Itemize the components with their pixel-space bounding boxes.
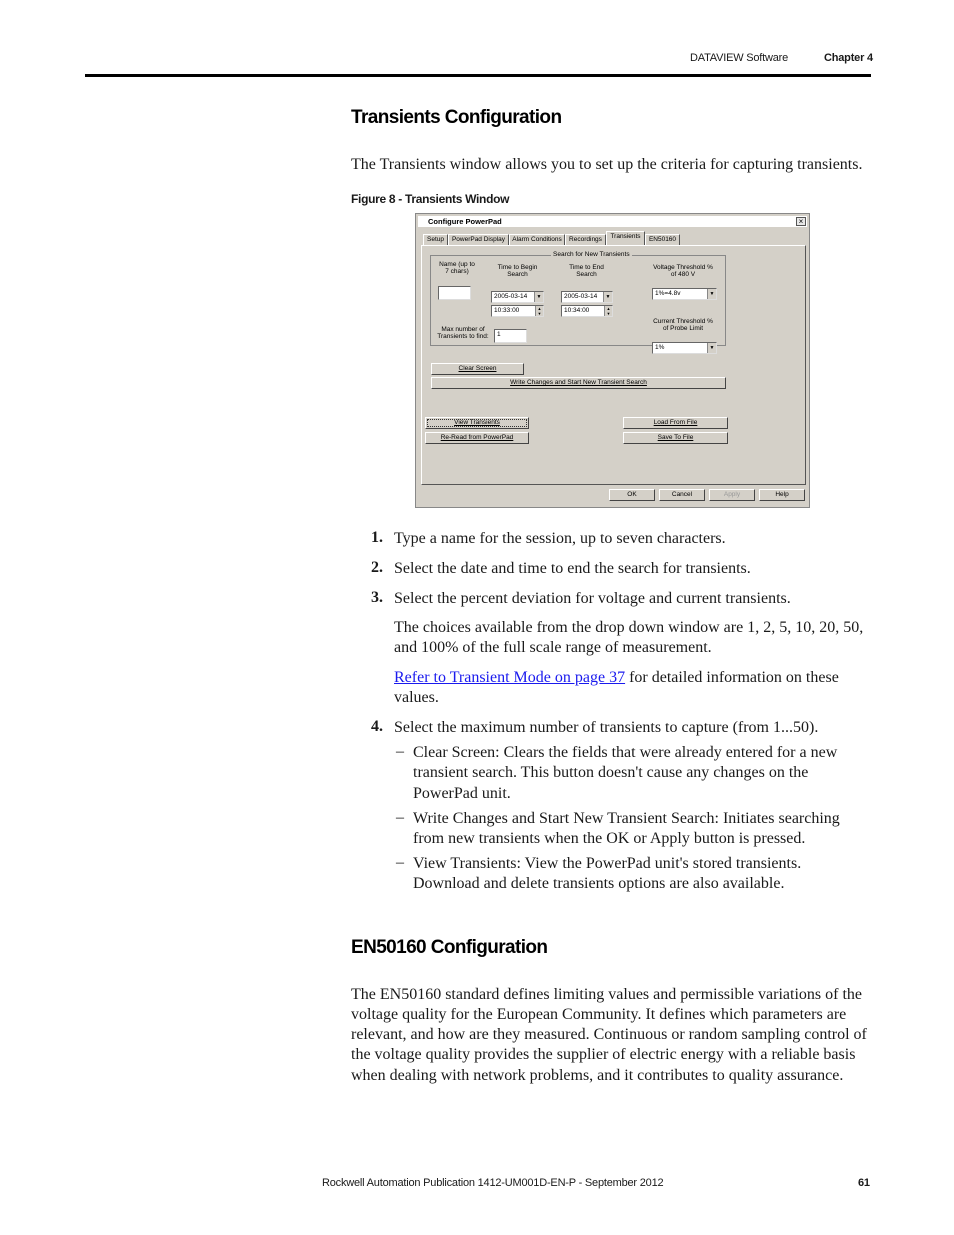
en50160-line: the voltage quality provides the supplier of electric energy with a reliable basis (351, 1046, 856, 1063)
step-3-choices-line-2: and 100% of the full scale range of measurement. (394, 639, 712, 656)
dialog-title: Configure PowerPad (428, 217, 502, 226)
cross-reference-continued: values. (394, 689, 439, 706)
write-changes-button[interactable]: Write Changes and Start New Transient Search (431, 377, 726, 389)
tab-alarm-conditions[interactable]: Alarm Conditions (509, 234, 565, 245)
bullet-line: View Transients: View the PowerPad unit's stored transients. (413, 855, 802, 872)
tab-recordings[interactable]: Recordings (565, 234, 606, 245)
begin-time-label: Time to Begin Search (497, 264, 538, 278)
load-from-file-button[interactable]: Load From File (623, 417, 728, 429)
footer-publication: Rockwell Automation Publication 1412-UM001D-EN-P - September 2012 (322, 1177, 664, 1189)
chevron-down-icon[interactable]: ▼ (707, 289, 716, 299)
bullet-line: from new transients when the OK or Apply button is pressed. (413, 830, 806, 847)
save-to-file-button[interactable]: Save To File (623, 432, 728, 444)
step-3-text: Select the percent deviation for voltage and current transients. (394, 590, 791, 607)
max-transients-input[interactable]: 1 (494, 329, 527, 343)
configure-powerpad-dialog (415, 213, 810, 508)
bullet-marker: – (396, 743, 404, 760)
cross-reference-text: for detailed information on these (625, 669, 839, 686)
name-input[interactable] (438, 286, 471, 300)
spin-arrows-icon[interactable]: ▲ ▼ (604, 306, 612, 316)
dialog-titlebar (418, 216, 807, 227)
step-4-text: Select the maximum number of transients to capture (from 1...50). (394, 719, 819, 736)
max-transients-label: Max number of Transients to find: (437, 326, 489, 340)
apply-button[interactable]: Apply (709, 489, 755, 501)
end-time-label: Time to End Search (569, 264, 604, 278)
bullet-marker: – (396, 854, 404, 871)
bullet-line: Write Changes and Start New Transient Search: Initiates searching (413, 810, 840, 827)
step-number: 4. (371, 718, 383, 735)
cancel-button[interactable]: Cancel (659, 489, 705, 501)
tab-setup[interactable]: Setup (423, 234, 448, 245)
help-button[interactable]: Help (759, 489, 805, 501)
current-threshold-label: Current Threshold % of Probe Limit (653, 318, 713, 332)
bullet-line: transient search. This button doesn't cause any changes on the (413, 764, 809, 781)
name-label: Name (up to 7 chars) (439, 261, 475, 275)
transient-mode-link[interactable]: Refer to Transient Mode on page 37 (394, 669, 626, 686)
en50160-line: relevant, and how are they measured. Continuous or random sampling control of (351, 1026, 867, 1043)
transients-heading: Transients Configuration (351, 107, 562, 128)
running-header-chapter: Chapter 4 (824, 52, 873, 64)
reread-button[interactable]: Re-Read from PowerPad (425, 432, 529, 444)
step-2-text: Select the date and time to end the search for transients. (394, 560, 751, 577)
end-time-spinner[interactable]: 10:34:00 ▲ ▼ (561, 305, 613, 317)
chevron-down-icon[interactable]: ▼ (603, 292, 612, 302)
cross-reference-paragraph (394, 668, 839, 688)
running-header-section: DATAVIEW Software (690, 52, 789, 64)
tab-en50160[interactable]: EN50160 (645, 234, 680, 245)
en50160-line: The EN50160 standard defines limiting values and permissible variations of the (351, 986, 862, 1003)
bullet-line: Clear Screen: Clears the fields that were already entered for a new (413, 744, 838, 761)
search-group-label: Search for New Transients (553, 251, 630, 258)
transients-intro: The Transients window allows you to set up the criteria for capturing transients. (351, 156, 863, 173)
step-number: 1. (371, 529, 383, 546)
begin-time-spinner[interactable]: 10:33:00 ▲ ▼ (491, 305, 544, 317)
voltage-threshold-dropdown[interactable]: 1%=4.8v ▼ (652, 288, 717, 300)
step-3-choices-line-1: The choices available from the drop down window are 1, 2, 5, 10, 20, 50, (394, 619, 864, 636)
clear-screen-button[interactable]: Clear Screen (431, 363, 524, 375)
chevron-down-icon[interactable]: ▼ (534, 292, 543, 302)
step-1-text: Type a name for the session, up to seven characters. (394, 530, 726, 547)
step-number: 2. (371, 559, 383, 576)
en50160-line: voltage quality for the European Community. It defines which parameters are (351, 1006, 847, 1023)
chevron-down-icon[interactable]: ▼ (707, 343, 716, 353)
en50160-heading: EN50160 Configuration (351, 937, 548, 958)
spin-arrows-icon[interactable]: ▲ ▼ (535, 306, 543, 316)
tab-powerpad-display[interactable]: PowerPad Display (448, 234, 509, 245)
page-number: 61 (858, 1177, 870, 1189)
en50160-line: when dealing with network problems, and it contributes to quality assurance. (351, 1067, 844, 1084)
close-icon[interactable]: × (796, 217, 806, 226)
begin-date-dropdown[interactable]: 2005-03-14 ▼ (491, 291, 544, 303)
tab-transients[interactable]: Transients (606, 231, 645, 245)
bullet-line: PowerPad unit. (413, 785, 511, 802)
current-threshold-dropdown[interactable]: 1% ▼ (652, 342, 717, 354)
figure-caption: Figure 8 - Transients Window (351, 192, 510, 206)
bullet-marker: – (396, 809, 404, 826)
voltage-threshold-label: Voltage Threshold % of 480 V (653, 264, 713, 278)
ok-button[interactable]: OK (609, 489, 655, 501)
view-transients-button[interactable]: View Transients (425, 417, 529, 429)
end-date-dropdown[interactable]: 2005-03-14 ▼ (561, 291, 613, 303)
step-number: 3. (371, 589, 383, 606)
bullet-line: Download and delete transients options are also available. (413, 875, 785, 892)
header-rule (85, 74, 871, 77)
